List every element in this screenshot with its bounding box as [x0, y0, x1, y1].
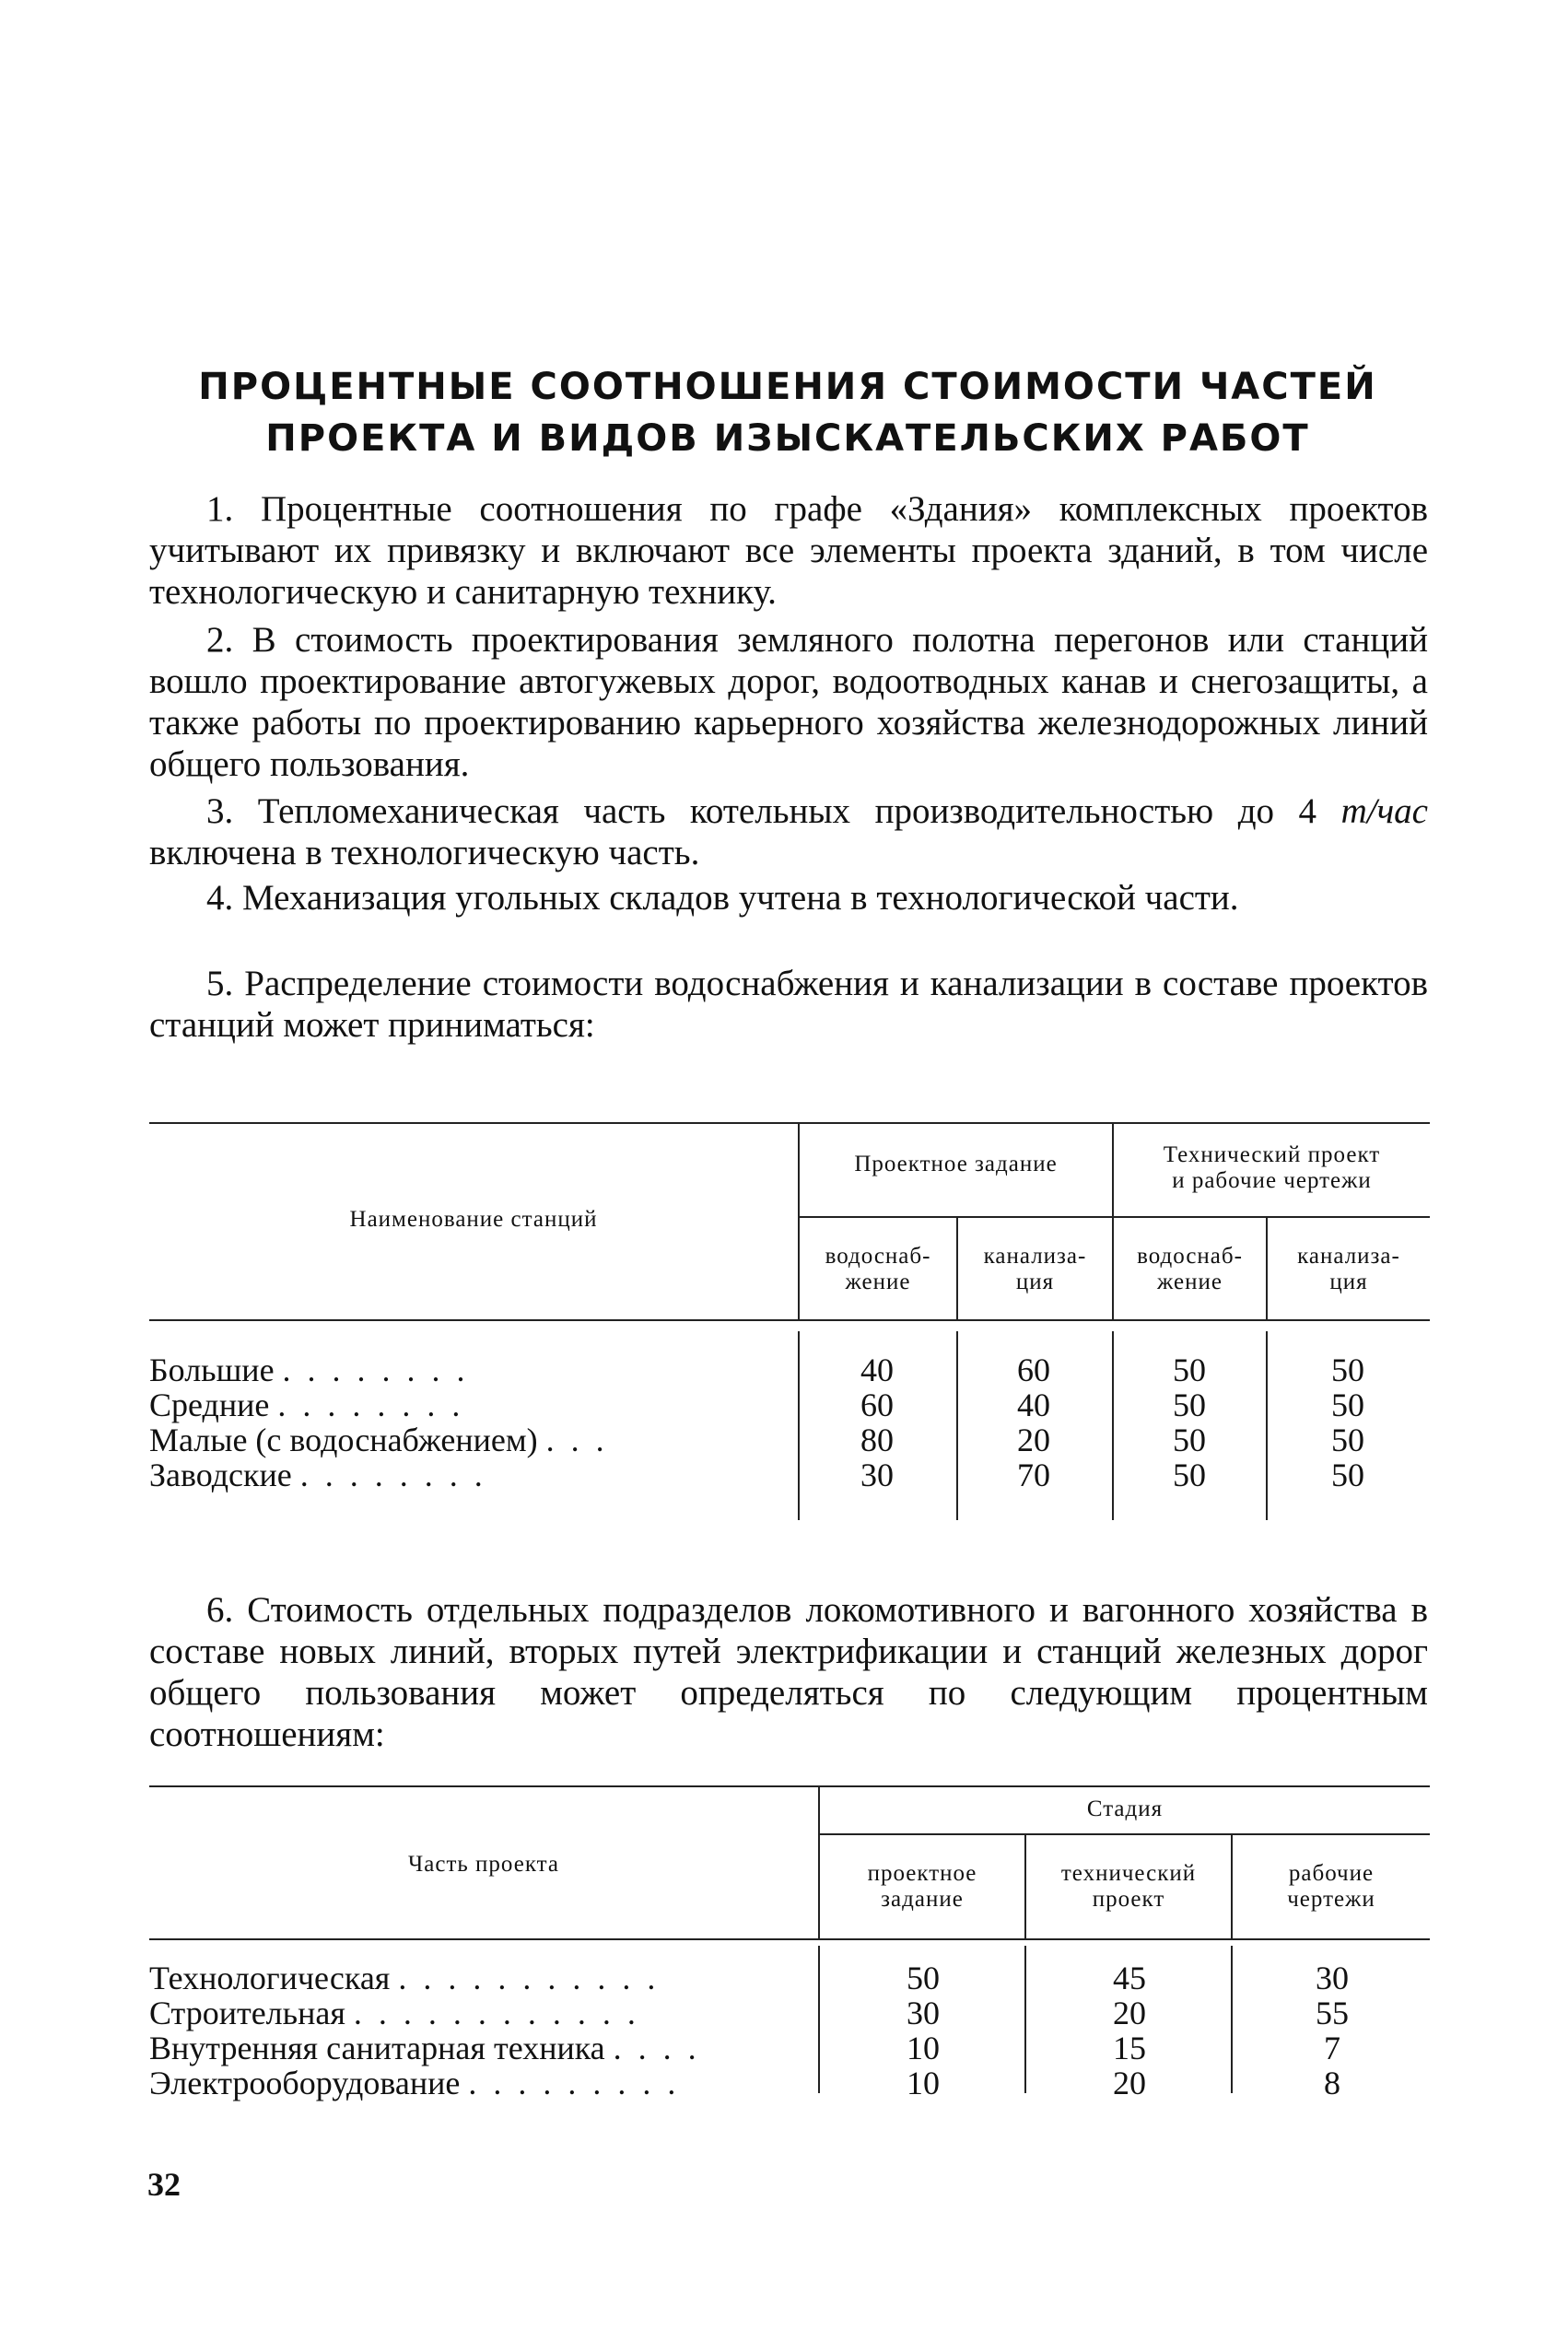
table1-header-rule [149, 1319, 1430, 1321]
table-cell: 7 [1324, 2030, 1340, 2066]
row-dots: ........ [277, 1387, 477, 1423]
table-cell: 15 [1113, 2030, 1146, 2066]
table2-col3-line1: рабочие [1288, 1861, 1375, 1886]
table-cell: 20 [1113, 2065, 1146, 2101]
paragraph-3-text-a: 3. Тепломеханическая часть котельных производительностью до 4 [206, 791, 1341, 831]
table-row [149, 2031, 713, 2066]
title-line-2: ПРОЕКТА И ВИДОВ ИЗЫСКАТЕЛЬСКИХ РАБОТ [265, 417, 1310, 460]
row-name: Внутренняя санитарная техника [149, 2030, 605, 2066]
table2-col1-line1: проектное [867, 1861, 977, 1886]
table1-sub-sewer-1 [958, 1244, 1112, 1295]
table-cell: 50 [1173, 1387, 1206, 1423]
table-row [149, 1995, 652, 2031]
table2-col-working-drawings [1233, 1861, 1430, 1913]
row-dots: ............ [353, 1995, 652, 2031]
table-cell: 70 [1017, 1457, 1050, 1493]
table2-col2-line1: технический [1060, 1861, 1197, 1886]
row-name: Технологическая [149, 1960, 391, 1996]
row-dots: ........... [398, 1960, 673, 1996]
paragraph-2 [149, 619, 1428, 785]
row-name: Заводские [149, 1457, 292, 1493]
row-name: Электрооборудование [149, 2065, 461, 2101]
table2-col-tech-project [1026, 1861, 1231, 1913]
table1-body-vline-3 [1112, 1331, 1114, 1520]
table2-name-header: Часть проекта [408, 1852, 559, 1877]
table-cell: 30 [1316, 1960, 1349, 1996]
table2-body-vline-1 [818, 1946, 820, 2093]
table-cell: 50 [1173, 1352, 1206, 1388]
table1-sub1-line1: водоснаб- [825, 1244, 931, 1269]
page-number: 32 [147, 2166, 181, 2203]
table1-group2-line1: Технический проект [1163, 1142, 1381, 1167]
table1-sub2-line2: ция [1015, 1270, 1055, 1294]
paragraph-4-text: 4. Механизация угольных складов учтена в технологической части. [206, 878, 1239, 918]
table-cell: 50 [1331, 1352, 1364, 1388]
table1-group-tech-project [1114, 1142, 1430, 1194]
table2-col3-line2: чертежи [1287, 1887, 1375, 1912]
table-cell: 20 [1017, 1422, 1050, 1458]
table2-top-rule [149, 1785, 1430, 1787]
table-cell: 10 [907, 2065, 940, 2101]
table-cell: 50 [1173, 1422, 1206, 1458]
table1-body-vline-2 [956, 1331, 958, 1520]
row-dots: .... [613, 2030, 713, 2066]
table-cell: 40 [860, 1352, 894, 1388]
paragraph-1 [149, 488, 1428, 613]
table-cell: 55 [1316, 1995, 1349, 2031]
table2-col-project-task [820, 1861, 1024, 1913]
table-cell: 8 [1324, 2065, 1340, 2101]
table-cell: 10 [907, 2030, 940, 2066]
title-line-1: ПРОЦЕНТНЫЕ СООТНОШЕНИЯ СТОИМОСТИ ЧАСТЕЙ [198, 366, 1377, 408]
table1-body-vline-1 [798, 1331, 800, 1520]
paragraph-3-unit: т/час [1340, 791, 1428, 831]
table1-sub3-line1: водоснаб- [1137, 1244, 1243, 1269]
table-cell: 40 [1017, 1387, 1050, 1423]
table-row [149, 1960, 672, 1995]
table1-group2-line2: и рабочие чертежи [1172, 1168, 1372, 1193]
table-cell: 80 [860, 1422, 894, 1458]
paragraph-1-text: 1. Процентные соотношения по графе «Здания» комплексных проектов учитывают их привязку и включают все элементы проекта зданий, в том числе технологическую и санитарную технику. [149, 489, 1428, 612]
table1-sub-water-2 [1114, 1244, 1266, 1295]
row-dots: ........ [299, 1457, 499, 1493]
row-name: Средние [149, 1387, 270, 1423]
table2-col1-line2: задание [881, 1887, 964, 1912]
paragraph-5 [149, 963, 1428, 1046]
table1-sub-sewer-2 [1268, 1244, 1430, 1295]
table2-group-stage: Стадия [1086, 1796, 1164, 1821]
table-cell: 60 [1017, 1352, 1050, 1388]
paragraph-5-text: 5. Распределение стоимости водоснабжения и канализации в составе проектов станций может приниматься: [149, 964, 1428, 1045]
table-cell: 50 [1331, 1457, 1364, 1493]
table-cell: 50 [1173, 1457, 1206, 1493]
row-dots: ... [545, 1422, 621, 1458]
row-name: Большие [149, 1352, 275, 1388]
row-dots: ........ [282, 1352, 482, 1388]
table-row [149, 1352, 482, 1387]
table1-group-rule [800, 1216, 1430, 1218]
table2-body-vline-3 [1231, 1946, 1233, 2093]
paragraph-3 [149, 790, 1428, 873]
page-title [147, 361, 1428, 464]
paragraph-3-text-b: включена в технологическую часть. [149, 833, 700, 872]
table-row [149, 1457, 499, 1492]
table-cell: 45 [1113, 1960, 1146, 1996]
paragraph-2-text: 2. В стоимость проектирования земляного полотна перегонов или станций вошло проектирование автогужевых дорог, водоотводных канав и снегозащиты, а также работы по проектированию карьерного хозяйства железнодорожных линий общего пользования. [149, 620, 1428, 784]
table1-name-header: Наименование станций [349, 1207, 598, 1232]
paragraph-6-text: 6. Стоимость отдельных подразделов локомотивного и вагонного хозяйства в составе новых линий, вторых путей электрификации и станций железных дорог общего пользования может определяться по следующим процентным соотношениям: [149, 1590, 1428, 1754]
table2-col2-line2: проект [1092, 1887, 1165, 1912]
row-name: Строительная [149, 1995, 345, 2031]
paragraph-4 [149, 877, 1428, 919]
row-name: Малые (с водоснабжением) [149, 1422, 538, 1458]
table2-group-rule [820, 1833, 1430, 1835]
table1-sub4-line2: ция [1329, 1270, 1368, 1294]
table2-body-vline-2 [1024, 1946, 1026, 2093]
table1-sub2-line1: канализа- [983, 1244, 1087, 1269]
table-cell: 50 [1331, 1422, 1364, 1458]
table-cell: 50 [907, 1960, 940, 1996]
table-cell: 60 [860, 1387, 894, 1423]
table2-header-rule [149, 1938, 1430, 1940]
table-row [149, 1422, 621, 1457]
row-dots: ......... [468, 2065, 693, 2101]
table1-sub-water-1 [800, 1244, 956, 1295]
table1-top-rule [149, 1122, 1430, 1124]
table1-sub4-line1: канализа- [1297, 1244, 1400, 1269]
table-cell: 30 [860, 1457, 894, 1493]
table-cell: 50 [1331, 1387, 1364, 1423]
table1-sub3-line2: жение [1157, 1270, 1223, 1294]
table-cell: 20 [1113, 1995, 1146, 2031]
table-row [149, 1387, 476, 1422]
table-cell: 30 [907, 1995, 940, 2031]
table1-sub1-line2: жение [845, 1270, 911, 1294]
paragraph-6 [149, 1589, 1428, 1755]
table-row [149, 2066, 692, 2101]
table1-group-project-task: Проектное задание [854, 1152, 1058, 1176]
table1-body-vline-4 [1266, 1331, 1268, 1520]
